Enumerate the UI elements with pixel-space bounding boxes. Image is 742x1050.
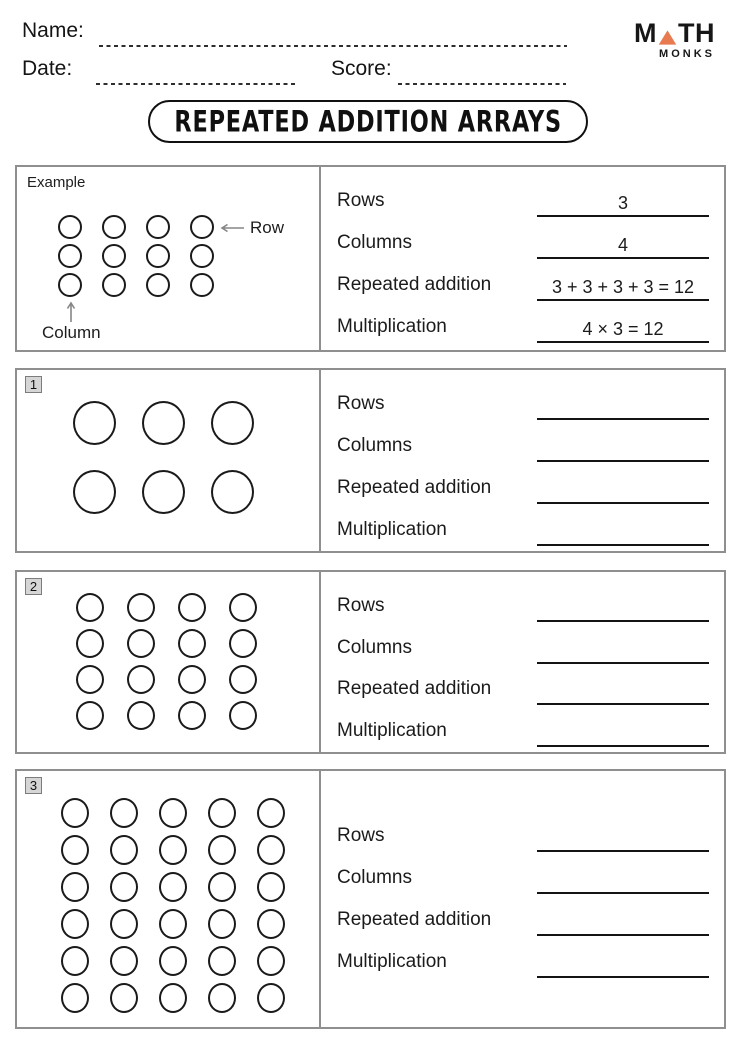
array-circle: [127, 629, 155, 658]
problem-2-number-badge: 2: [25, 578, 42, 595]
array-circle: [61, 909, 89, 939]
problem-3-answers-panel: [321, 771, 724, 1027]
array-circle: [159, 872, 187, 902]
rows-field: [337, 383, 709, 425]
rows-field: [337, 585, 709, 627]
logo-wordmark: [634, 20, 715, 47]
array-circle: [73, 470, 116, 514]
repeated-addition-field: [337, 264, 709, 306]
repeated-addition-answer: 3 + 3 + 3 + 3 = 12: [537, 277, 709, 301]
array-circle: [208, 946, 236, 976]
array-circle: [159, 946, 187, 976]
example-circle-array: [58, 215, 214, 297]
problem-2-array-panel: [17, 572, 321, 752]
multiplication-label: Multiplication: [337, 316, 447, 337]
columns-field: [337, 627, 709, 669]
multiplication-label: Multiplication: [337, 720, 447, 742]
example-array-panel: [17, 167, 321, 350]
rows-field: [337, 815, 709, 857]
name-label: Name:: [22, 19, 84, 42]
array-circle: [208, 835, 236, 865]
array-circle: [110, 835, 138, 865]
array-circle: [229, 665, 257, 694]
problem-2-answers-panel: [321, 572, 724, 752]
row-annotation: [219, 218, 284, 238]
multiplication-field: [337, 941, 709, 983]
array-circle: [127, 701, 155, 730]
array-circle: [190, 215, 214, 239]
array-circle: [127, 593, 155, 622]
multiplication-field: [337, 306, 709, 348]
rows-answer: 3: [537, 193, 709, 217]
array-circle: [229, 701, 257, 730]
array-circle: [73, 401, 116, 445]
array-circle: [146, 215, 170, 239]
array-circle: [159, 983, 187, 1013]
rows-answer-blank: [537, 396, 709, 420]
triangle-icon: [658, 29, 677, 46]
problem-2-circle-array: [76, 593, 257, 730]
repeated-addition-answer-blank: [537, 480, 709, 504]
array-circle: [178, 701, 206, 730]
problem-3-number-badge: 3: [25, 777, 42, 794]
array-circle: [102, 244, 126, 268]
multiplication-label: Multiplication: [337, 951, 447, 972]
array-circle: [61, 835, 89, 865]
multiplication-answer-blank: [537, 522, 709, 546]
array-circle: [178, 629, 206, 658]
columns-answer-blank: [537, 870, 709, 894]
row-annotation-label: Row: [250, 218, 285, 237]
multiplication-answer: 4 × 3 = 12: [537, 319, 709, 343]
array-circle: [110, 798, 138, 828]
array-circle: [257, 946, 285, 976]
array-circle: [61, 946, 89, 976]
page-title: REPEATED ADDITION ARRAYS: [174, 104, 562, 139]
array-circle: [159, 909, 187, 939]
columns-field: [337, 857, 709, 899]
array-circle: [229, 629, 257, 658]
rows-label: Rows: [337, 594, 385, 616]
problem-1-number-badge: 1: [25, 376, 42, 393]
columns-field: [337, 222, 709, 264]
rows-answer-blank: [537, 598, 709, 622]
problem-3-array-panel: [17, 771, 321, 1027]
array-circle: [76, 593, 104, 622]
array-circle: [190, 273, 214, 297]
array-circle: [208, 872, 236, 902]
example-answers-panel: [321, 167, 724, 350]
rows-label: Rows: [337, 190, 385, 211]
array-circle: [257, 983, 285, 1013]
problem-1-answers-panel: [321, 370, 724, 551]
problem-1-array-panel: [17, 370, 321, 551]
repeated-addition-label: Repeated addition: [337, 477, 492, 498]
name-blank-line: [99, 45, 567, 47]
problem-3-section: [15, 769, 726, 1029]
array-circle: [257, 798, 285, 828]
array-circle: [127, 665, 155, 694]
example-label: Example: [27, 174, 86, 191]
array-circle: [211, 401, 254, 445]
array-circle: [110, 909, 138, 939]
logo-monks-text: MONKS: [659, 48, 715, 60]
array-circle: [142, 470, 185, 514]
problem-1-section: [15, 368, 726, 553]
array-circle: [76, 701, 104, 730]
array-circle: [146, 273, 170, 297]
columns-field: [337, 425, 709, 467]
array-circle: [142, 401, 185, 445]
column-annotation-label: Column: [42, 323, 101, 342]
repeated-addition-field: [337, 899, 709, 941]
score-blank-line: [398, 83, 566, 85]
multiplication-field: [337, 710, 709, 752]
repeated-addition-field: [337, 669, 709, 711]
columns-label: Columns: [337, 636, 412, 658]
multiplication-label: Multiplication: [337, 519, 447, 540]
array-circle: [102, 273, 126, 297]
array-circle: [76, 629, 104, 658]
array-circle: [257, 835, 285, 865]
array-circle: [190, 244, 214, 268]
repeated-addition-answer-blank: [537, 912, 709, 936]
example-section: [15, 165, 726, 352]
array-circle: [208, 983, 236, 1013]
repeated-addition-label: Repeated addition: [337, 909, 492, 930]
array-circle: [58, 273, 82, 297]
array-circle: [146, 244, 170, 268]
array-circle: [178, 665, 206, 694]
logo-letters-th: TH: [678, 18, 715, 48]
worksheet-title-pill: [148, 100, 588, 143]
array-circle: [58, 215, 82, 239]
array-circle: [208, 909, 236, 939]
columns-answer-blank: [537, 640, 709, 664]
array-circle: [159, 835, 187, 865]
repeated-addition-label: Repeated addition: [337, 274, 492, 295]
array-circle: [61, 872, 89, 902]
arrow-up-icon: [66, 300, 76, 323]
array-circle: [229, 593, 257, 622]
columns-label: Columns: [337, 867, 412, 888]
array-circle: [159, 798, 187, 828]
problem-1-circle-array: [73, 401, 254, 514]
columns-answer-blank: [537, 438, 709, 462]
multiplication-field: [337, 509, 709, 551]
date-blank-line: [96, 83, 297, 85]
columns-answer: 4: [537, 235, 709, 259]
rows-field: [337, 180, 709, 222]
array-circle: [76, 665, 104, 694]
array-circle: [110, 946, 138, 976]
repeated-addition-label: Repeated addition: [337, 678, 492, 700]
multiplication-answer-blank: [537, 954, 709, 978]
problem-2-section: [15, 570, 726, 754]
array-circle: [110, 872, 138, 902]
array-circle: [211, 470, 254, 514]
array-circle: [61, 983, 89, 1013]
rows-label: Rows: [337, 393, 385, 414]
array-circle: [61, 798, 89, 828]
multiplication-answer-blank: [537, 723, 709, 747]
array-circle: [178, 593, 206, 622]
rows-label: Rows: [337, 825, 385, 846]
repeated-addition-answer-blank: [537, 681, 709, 705]
columns-label: Columns: [337, 232, 412, 253]
array-circle: [208, 798, 236, 828]
problem-3-circle-array: [61, 798, 285, 1013]
repeated-addition-field: [337, 467, 709, 509]
arrow-left-icon: [219, 223, 245, 233]
logo-letter-m: M: [634, 18, 657, 48]
math-monks-logo: [634, 20, 715, 60]
array-circle: [58, 244, 82, 268]
columns-label: Columns: [337, 435, 412, 456]
array-circle: [257, 909, 285, 939]
score-label: Score:: [331, 57, 392, 80]
date-label: Date:: [22, 57, 73, 80]
rows-answer-blank: [537, 828, 709, 852]
array-circle: [257, 872, 285, 902]
array-circle: [110, 983, 138, 1013]
array-circle: [102, 215, 126, 239]
